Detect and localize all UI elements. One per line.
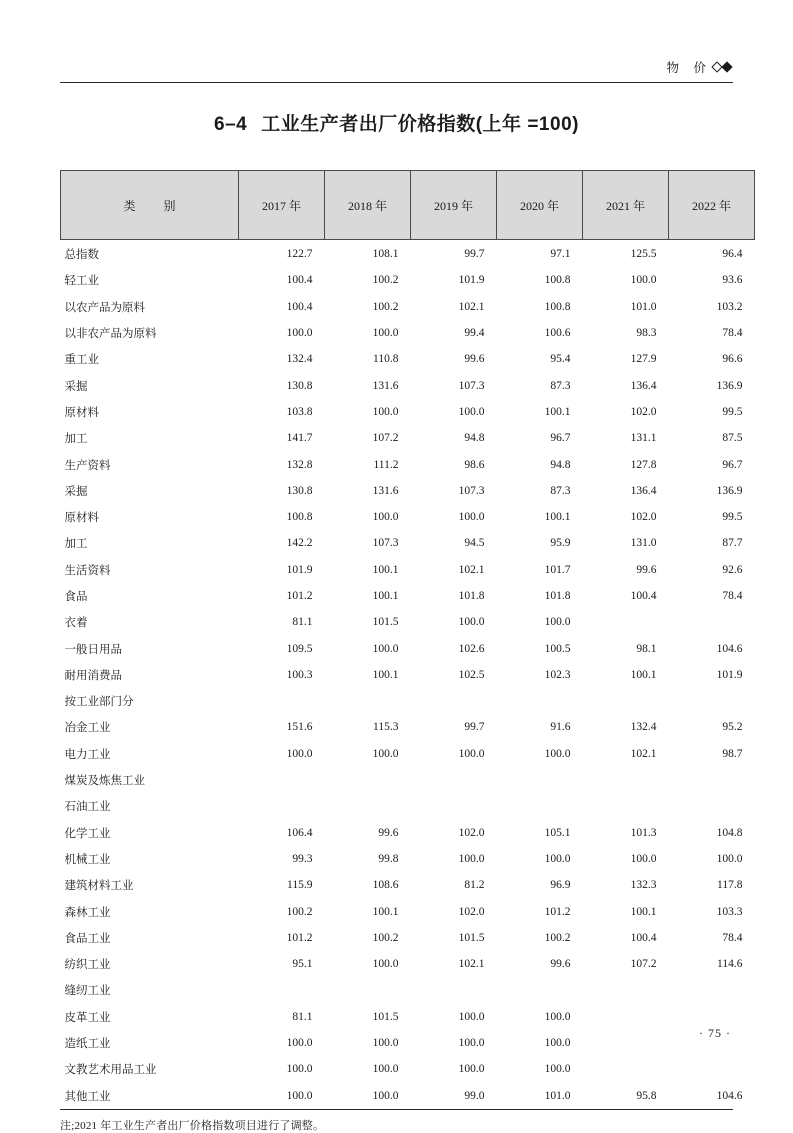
cell-value bbox=[669, 1056, 755, 1082]
cell-value: 99.7 bbox=[464, 721, 485, 734]
cell-value bbox=[325, 793, 411, 819]
table-row bbox=[61, 372, 755, 398]
row-label: 石油工业 bbox=[64, 801, 111, 814]
cell-value: 100.0 bbox=[458, 405, 485, 418]
cell-value bbox=[411, 688, 497, 714]
cell-value bbox=[669, 793, 755, 819]
table-row bbox=[61, 872, 755, 898]
table-row bbox=[61, 714, 755, 740]
cell-value: 102.0 bbox=[630, 405, 657, 418]
cell-value bbox=[669, 609, 755, 635]
cell-value: 100.0 bbox=[458, 747, 485, 760]
table-row bbox=[61, 951, 755, 977]
row-label: 一般日用品 bbox=[64, 643, 122, 656]
cell-value: 151.6 bbox=[286, 721, 313, 734]
row-label: 冶金工业 bbox=[64, 722, 111, 735]
row-label: 采掘 bbox=[64, 485, 88, 498]
cell-value: 81.1 bbox=[292, 616, 313, 629]
cell-value: 100.5 bbox=[544, 642, 571, 655]
cell-value: 100.8 bbox=[286, 511, 313, 524]
cell-value: 100.0 bbox=[544, 616, 571, 629]
row-label: 原材料 bbox=[64, 512, 99, 525]
cell-value: 87.3 bbox=[550, 379, 571, 392]
diamond-ornament-icon bbox=[713, 63, 731, 71]
cell-value: 100.0 bbox=[716, 852, 743, 865]
cell-value bbox=[583, 977, 669, 1003]
cell-value: 108.6 bbox=[372, 879, 399, 892]
cell-value: 100.0 bbox=[458, 1037, 485, 1050]
cell-value: 100.0 bbox=[544, 1010, 571, 1023]
cell-value: 130.8 bbox=[286, 379, 313, 392]
table-row bbox=[61, 1083, 755, 1109]
cell-value: 106.4 bbox=[286, 826, 313, 839]
cell-value: 101.7 bbox=[544, 563, 571, 576]
cell-value: 101.0 bbox=[544, 1089, 571, 1102]
row-label: 造纸工业 bbox=[64, 1038, 111, 1051]
cell-value: 100.0 bbox=[372, 327, 399, 340]
cell-value: 100.0 bbox=[372, 1063, 399, 1076]
cell-value: 99.0 bbox=[464, 1089, 485, 1102]
cell-value: 100.1 bbox=[630, 668, 657, 681]
cell-value: 101.5 bbox=[372, 1010, 399, 1023]
table-row bbox=[61, 767, 755, 793]
cell-value bbox=[583, 767, 669, 793]
cell-value: 102.1 bbox=[630, 747, 657, 760]
table-row bbox=[61, 451, 755, 477]
cell-value: 96.7 bbox=[722, 458, 743, 471]
table-container bbox=[60, 170, 743, 1110]
cell-value: 95.1 bbox=[292, 958, 313, 971]
row-label: 其他工业 bbox=[64, 1090, 111, 1103]
row-label: 食品 bbox=[64, 591, 88, 603]
cell-value bbox=[239, 767, 325, 793]
cell-value bbox=[497, 977, 583, 1003]
table-row bbox=[61, 741, 755, 767]
cell-value bbox=[583, 609, 669, 635]
column-header-2022: 2022 年 bbox=[669, 171, 755, 240]
table-row bbox=[61, 793, 755, 819]
cell-value: 101.8 bbox=[458, 590, 485, 602]
cell-value: 87.7 bbox=[722, 537, 743, 550]
cell-value: 95.2 bbox=[722, 721, 743, 734]
cell-value bbox=[669, 688, 755, 714]
cell-value: 100.0 bbox=[286, 1089, 313, 1102]
cell-value bbox=[583, 688, 669, 714]
cell-value: 125.5 bbox=[630, 248, 657, 261]
table-row bbox=[61, 320, 755, 346]
cell-value: 104.6 bbox=[716, 1089, 743, 1102]
cell-value: 100.0 bbox=[286, 1037, 313, 1050]
cell-value: 103.2 bbox=[716, 300, 743, 313]
cell-value bbox=[583, 1004, 669, 1030]
cell-value: 101.0 bbox=[630, 300, 657, 313]
cell-value: 111.2 bbox=[373, 458, 399, 471]
cell-value: 105.1 bbox=[544, 826, 571, 839]
row-label: 煤炭及炼焦工业 bbox=[64, 775, 145, 788]
cell-value: 94.5 bbox=[464, 537, 485, 550]
cell-value: 100.1 bbox=[630, 905, 657, 918]
cell-value: 100.0 bbox=[544, 747, 571, 760]
cell-value: 130.8 bbox=[286, 484, 313, 497]
cell-value: 142.2 bbox=[286, 537, 313, 550]
row-label: 以非农产品为原料 bbox=[64, 328, 157, 341]
cell-value: 100.0 bbox=[458, 1063, 485, 1076]
cell-value: 107.3 bbox=[458, 379, 485, 392]
column-header-category: 类 别 bbox=[61, 171, 239, 240]
cell-value: 98.7 bbox=[722, 747, 743, 760]
cell-value: 101.3 bbox=[630, 826, 657, 839]
column-header-2017: 2017 年 bbox=[239, 171, 325, 240]
cell-value: 102.0 bbox=[630, 511, 657, 524]
cell-value: 100.0 bbox=[544, 852, 571, 865]
row-label: 机械工业 bbox=[64, 853, 111, 866]
cell-value: 103.3 bbox=[716, 905, 743, 918]
cell-value: 100.1 bbox=[372, 590, 399, 602]
cell-value: 136.9 bbox=[716, 484, 743, 497]
table-row bbox=[61, 925, 755, 951]
cell-value: 87.5 bbox=[722, 432, 743, 445]
cell-value: 100.0 bbox=[372, 958, 399, 971]
table-row bbox=[61, 609, 755, 635]
cell-value: 115.3 bbox=[373, 721, 399, 734]
table-row bbox=[61, 399, 755, 425]
row-label: 建筑材料工业 bbox=[64, 880, 134, 893]
cell-value bbox=[239, 977, 325, 1003]
cell-value: 100.1 bbox=[372, 668, 399, 681]
table-row bbox=[61, 1056, 755, 1082]
cell-value: 101.2 bbox=[544, 905, 571, 918]
cell-value: 107.3 bbox=[372, 537, 399, 550]
table-row bbox=[61, 1004, 755, 1030]
table-row bbox=[61, 583, 755, 609]
cell-value: 99.6 bbox=[464, 353, 485, 366]
cell-value: 101.2 bbox=[286, 590, 313, 602]
cell-value: 99.4 bbox=[464, 327, 485, 340]
cell-value: 100.0 bbox=[458, 616, 485, 629]
cell-value: 100.0 bbox=[372, 642, 399, 655]
cell-value: 94.8 bbox=[464, 432, 485, 445]
table-row bbox=[61, 267, 755, 293]
cell-value: 100.0 bbox=[458, 511, 485, 524]
cell-value: 97.1 bbox=[550, 248, 571, 261]
cell-value: 99.5 bbox=[722, 511, 743, 524]
cell-value: 132.8 bbox=[286, 458, 313, 471]
cell-value: 102.3 bbox=[544, 668, 571, 681]
cell-value: 100.2 bbox=[372, 300, 399, 313]
cell-value bbox=[411, 767, 497, 793]
cell-value: 132.3 bbox=[630, 879, 657, 892]
cell-value: 136.9 bbox=[716, 379, 743, 392]
cell-value: 100.0 bbox=[458, 852, 485, 865]
table-note: 注;2021 年工业生产者出厂价格指数项目进行了调整。 bbox=[60, 1119, 325, 1132]
cell-value: 100.0 bbox=[372, 405, 399, 418]
cell-value bbox=[239, 688, 325, 714]
cell-value: 131.1 bbox=[630, 432, 657, 445]
table-number: 6–4 bbox=[214, 114, 248, 135]
cell-value: 87.3 bbox=[550, 484, 571, 497]
cell-value: 132.4 bbox=[630, 721, 657, 734]
table-row bbox=[61, 977, 755, 1003]
cell-value: 107.3 bbox=[458, 484, 485, 497]
cell-value: 100.0 bbox=[286, 1063, 313, 1076]
table-bottom-rule bbox=[60, 1109, 733, 1110]
cell-value: 95.9 bbox=[550, 537, 571, 550]
cell-value: 98.3 bbox=[636, 327, 657, 340]
cell-value: 100.0 bbox=[458, 1010, 485, 1023]
cell-value: 102.0 bbox=[458, 905, 485, 918]
cell-value: 100.0 bbox=[630, 274, 657, 287]
cell-value: 136.4 bbox=[630, 484, 657, 497]
cell-value: 100.2 bbox=[544, 931, 571, 944]
cell-value: 101.9 bbox=[286, 563, 313, 576]
table-row bbox=[61, 688, 755, 714]
row-label: 衣着 bbox=[64, 617, 88, 630]
cell-value: 101.8 bbox=[544, 590, 571, 602]
cell-value: 100.1 bbox=[544, 511, 571, 524]
cell-value: 100.0 bbox=[372, 1089, 399, 1102]
cell-value: 127.8 bbox=[630, 458, 657, 471]
cell-value bbox=[669, 977, 755, 1003]
row-label: 缝纫工业 bbox=[64, 985, 111, 998]
column-header-2020: 2020 年 bbox=[497, 171, 583, 240]
cell-value bbox=[497, 767, 583, 793]
cell-value: 94.8 bbox=[550, 458, 571, 471]
row-label: 原材料 bbox=[64, 406, 99, 419]
cell-value: 100.0 bbox=[372, 511, 399, 524]
cell-value: 81.1 bbox=[292, 1010, 313, 1023]
cell-value: 102.1 bbox=[458, 300, 485, 313]
cell-value: 99.7 bbox=[464, 248, 485, 261]
cell-value: 103.8 bbox=[286, 405, 313, 418]
cell-value: 99.6 bbox=[636, 563, 657, 576]
row-label: 加工 bbox=[64, 538, 88, 551]
cell-value: 96.6 bbox=[722, 353, 743, 366]
cell-value bbox=[411, 977, 497, 1003]
cell-value: 109.5 bbox=[286, 642, 313, 655]
price-index-table bbox=[60, 170, 755, 1109]
table-body bbox=[61, 240, 755, 1109]
cell-value: 131.0 bbox=[630, 537, 657, 550]
cell-value: 100.8 bbox=[544, 300, 571, 313]
cell-value: 127.9 bbox=[630, 353, 657, 366]
cell-value: 96.9 bbox=[550, 879, 571, 892]
cell-value: 78.4 bbox=[722, 931, 743, 944]
page-title bbox=[60, 109, 733, 136]
cell-value: 107.2 bbox=[630, 958, 657, 971]
cell-value: 100.0 bbox=[372, 747, 399, 760]
row-label: 重工业 bbox=[64, 354, 99, 367]
cell-value bbox=[325, 977, 411, 1003]
cell-value: 100.3 bbox=[286, 668, 313, 681]
cell-value bbox=[583, 1056, 669, 1082]
cell-value: 117.8 bbox=[717, 879, 743, 892]
cell-value: 100.0 bbox=[286, 747, 313, 760]
page-number: · 75 · bbox=[699, 1026, 731, 1040]
row-label: 生产资料 bbox=[64, 459, 111, 472]
cell-value: 102.1 bbox=[458, 958, 485, 971]
cell-value bbox=[325, 688, 411, 714]
cell-value: 101.9 bbox=[716, 668, 743, 681]
table-header-row bbox=[61, 171, 755, 240]
table-row bbox=[61, 478, 755, 504]
cell-value: 99.5 bbox=[722, 405, 743, 418]
table-row bbox=[61, 530, 755, 556]
cell-value: 93.6 bbox=[722, 274, 743, 287]
row-label: 采掘 bbox=[64, 380, 88, 393]
table-title-text: 工业生产者出厂价格指数(上年 =100) bbox=[261, 114, 579, 135]
cell-value: 100.1 bbox=[544, 405, 571, 418]
table-row bbox=[61, 820, 755, 846]
cell-value: 100.0 bbox=[544, 1063, 571, 1076]
cell-value bbox=[411, 793, 497, 819]
cell-value bbox=[583, 1030, 669, 1056]
column-header-2021: 2021 年 bbox=[583, 171, 669, 240]
cell-value: 100.1 bbox=[372, 563, 399, 576]
cell-value: 98.6 bbox=[464, 458, 485, 471]
cell-value: 100.2 bbox=[372, 931, 399, 944]
table-row bbox=[61, 346, 755, 372]
row-label: 按工业部门分 bbox=[64, 696, 134, 709]
cell-value: 100.2 bbox=[372, 274, 399, 287]
column-header-2019: 2019 年 bbox=[411, 171, 497, 240]
row-label: 化学工业 bbox=[64, 827, 111, 840]
cell-value: 100.2 bbox=[286, 905, 313, 918]
table-row bbox=[61, 635, 755, 661]
cell-value: 100.4 bbox=[286, 274, 313, 287]
row-label: 森林工业 bbox=[64, 906, 111, 919]
cell-value bbox=[325, 767, 411, 793]
cell-value: 100.0 bbox=[286, 327, 313, 340]
row-label: 纺织工业 bbox=[64, 959, 111, 972]
cell-value bbox=[239, 793, 325, 819]
cell-value: 102.1 bbox=[458, 563, 485, 576]
cell-value: 92.6 bbox=[722, 563, 743, 576]
row-label: 轻工业 bbox=[64, 275, 99, 288]
cell-value: 91.6 bbox=[550, 721, 571, 734]
cell-value: 95.8 bbox=[636, 1089, 657, 1102]
cell-value: 101.5 bbox=[458, 931, 485, 944]
cell-value: 104.6 bbox=[716, 642, 743, 655]
cell-value: 100.6 bbox=[544, 327, 571, 340]
cell-value: 141.7 bbox=[286, 432, 313, 445]
row-label: 加工 bbox=[64, 433, 88, 446]
cell-value: 96.7 bbox=[550, 432, 571, 445]
cell-value: 96.4 bbox=[722, 248, 743, 261]
cell-value: 136.4 bbox=[630, 379, 657, 392]
column-header-2018: 2018 年 bbox=[325, 171, 411, 240]
table-row bbox=[61, 240, 755, 268]
cell-value: 100.1 bbox=[372, 905, 399, 918]
header-divider bbox=[60, 82, 733, 83]
cell-value: 132.4 bbox=[286, 353, 313, 366]
cell-value: 99.6 bbox=[550, 958, 571, 971]
cell-value: 100.4 bbox=[286, 300, 313, 313]
cell-value: 115.9 bbox=[287, 879, 313, 892]
row-label: 耐用消费品 bbox=[64, 669, 122, 682]
cell-value: 100.4 bbox=[630, 931, 657, 944]
cell-value: 100.8 bbox=[544, 274, 571, 287]
cell-value: 100.0 bbox=[630, 852, 657, 865]
cell-value: 101.9 bbox=[458, 274, 485, 287]
cell-value: 122.7 bbox=[286, 248, 313, 261]
cell-value: 78.4 bbox=[722, 327, 743, 340]
table-row bbox=[61, 294, 755, 320]
cell-value: 95.4 bbox=[550, 353, 571, 366]
section-label: 物 价 bbox=[666, 61, 707, 75]
cell-value: 100.0 bbox=[372, 1037, 399, 1050]
cell-value: 101.2 bbox=[286, 931, 313, 944]
table-row bbox=[61, 662, 755, 688]
cell-value bbox=[497, 793, 583, 819]
cell-value: 114.6 bbox=[717, 958, 743, 971]
row-label: 文教艺术用品工业 bbox=[64, 1064, 157, 1077]
cell-value: 101.5 bbox=[372, 616, 399, 629]
cell-value: 78.4 bbox=[722, 590, 743, 602]
cell-value: 99.6 bbox=[378, 826, 399, 839]
page-header bbox=[60, 0, 733, 76]
table-row bbox=[61, 898, 755, 924]
cell-value: 102.0 bbox=[458, 826, 485, 839]
table-row bbox=[61, 425, 755, 451]
cell-value: 102.6 bbox=[458, 642, 485, 655]
cell-value: 102.5 bbox=[458, 668, 485, 681]
row-label: 皮革工业 bbox=[64, 1011, 111, 1024]
cell-value bbox=[583, 793, 669, 819]
cell-value: 131.6 bbox=[372, 484, 399, 497]
cell-value: 108.1 bbox=[372, 248, 399, 261]
cell-value: 100.0 bbox=[544, 1037, 571, 1050]
cell-value: 98.1 bbox=[636, 642, 657, 655]
cell-value bbox=[497, 688, 583, 714]
cell-value: 107.2 bbox=[372, 432, 399, 445]
cell-value bbox=[669, 767, 755, 793]
table-head bbox=[61, 171, 755, 240]
table-row bbox=[61, 1030, 755, 1056]
row-label: 以农产品为原料 bbox=[64, 301, 145, 314]
table-row bbox=[61, 846, 755, 872]
cell-value: 99.8 bbox=[378, 852, 399, 865]
cell-value: 104.8 bbox=[716, 826, 743, 839]
table-row bbox=[61, 557, 755, 583]
cell-value: 99.3 bbox=[292, 852, 313, 865]
cell-value: 110.8 bbox=[373, 353, 399, 366]
row-label: 食品工业 bbox=[64, 932, 111, 945]
row-label: 电力工业 bbox=[64, 748, 111, 761]
cell-value: 100.4 bbox=[630, 590, 657, 602]
cell-value: 131.6 bbox=[372, 379, 399, 392]
row-label: 总指数 bbox=[64, 249, 99, 262]
row-label: 生活资料 bbox=[64, 564, 111, 577]
table-row bbox=[61, 504, 755, 530]
cell-value: 81.2 bbox=[464, 879, 485, 892]
